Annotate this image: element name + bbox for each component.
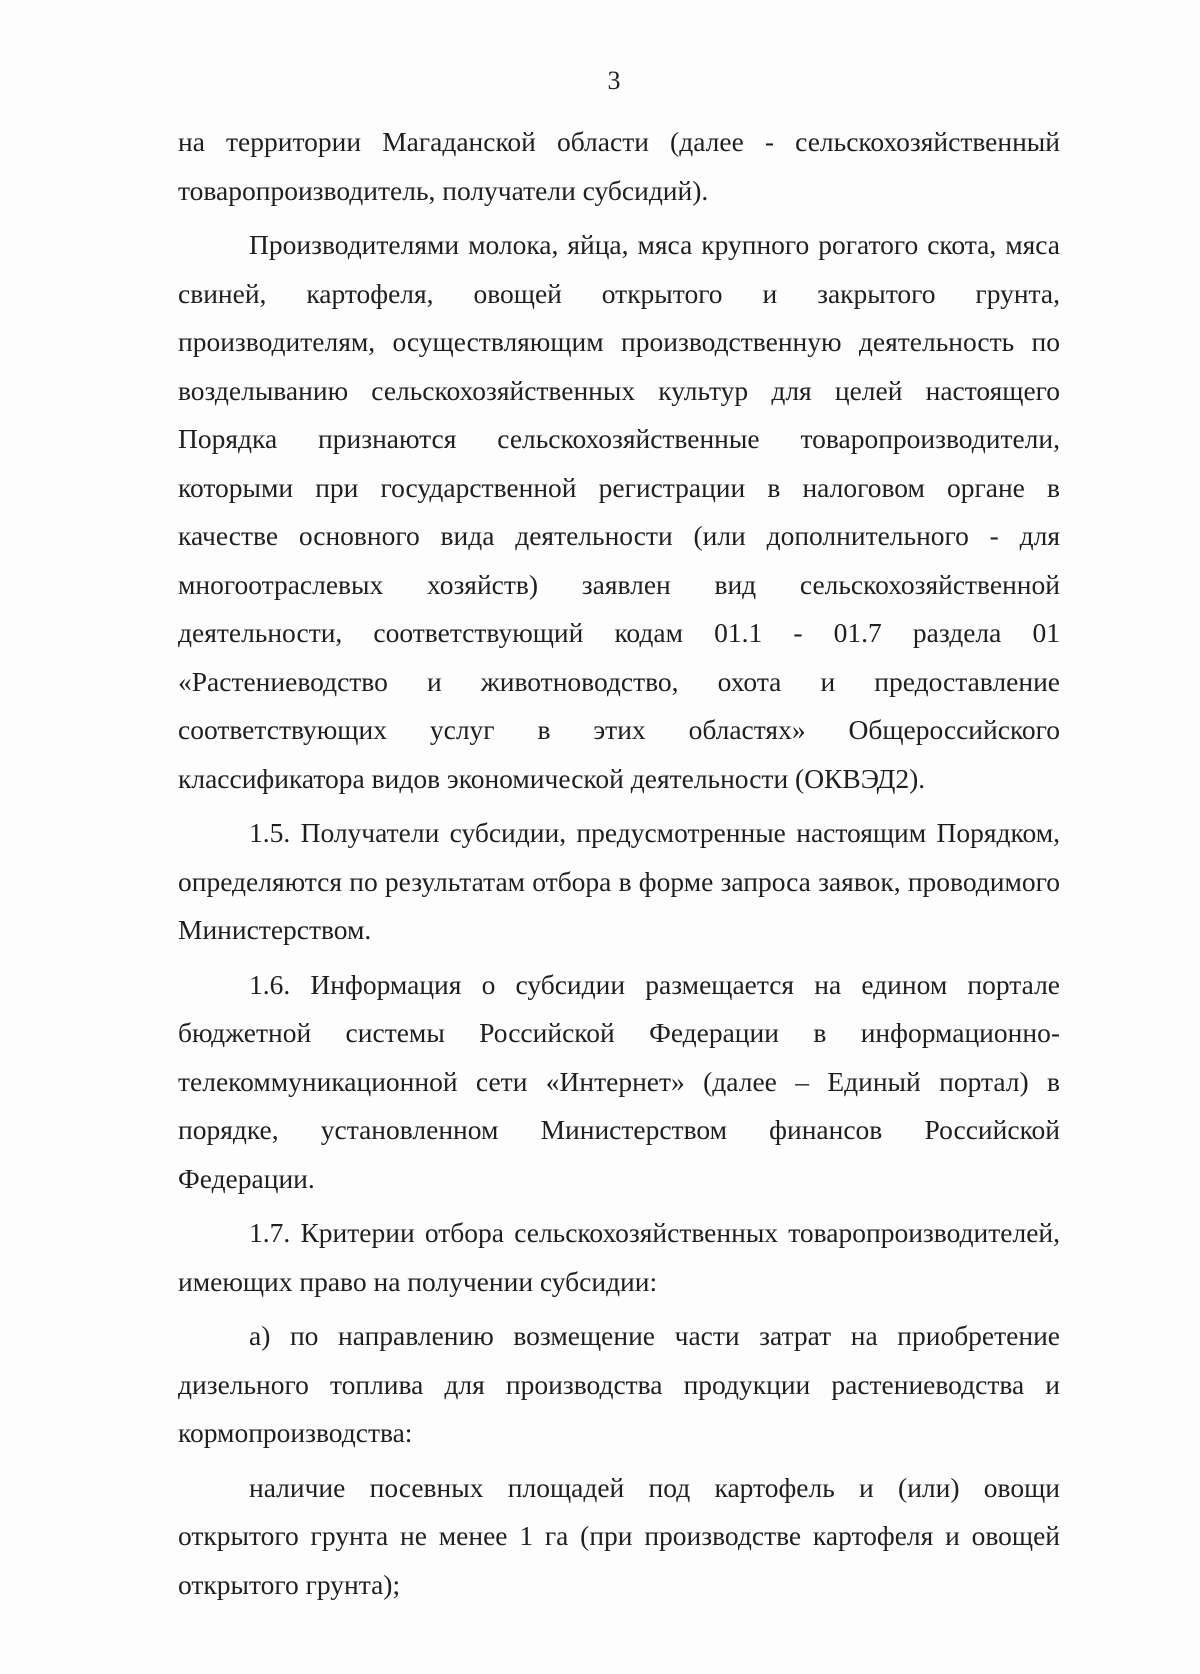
paragraph-1-7-criteria: 1.7. Критерии отбора сельскохозяйственных товаропроизводителей, имеющих право на получении субсидии: <box>178 1217 1060 1297</box>
paragraph-1-6-information: 1.6. Информация о субсидии размещается на едином портале бюджетной системы Российской Федерации в информационно-телекоммуникационной сети «Интернет» (далее – Единый портал) в порядке, установленном Министерством финансов Российской Федерации. <box>178 968 1060 1194</box>
document-body <box>178 118 1060 1609</box>
paragraph-producers-definition: Производителями молока, яйца, мяса крупного рогатого скота, мяса свиней, картофеля, овощей открытого и закрытого грунта, производителям, осуществляющим производственную деятельность по возделыванию сельскохозяйственных культур для целей настоящего Порядка признаются сельскохозяйственные товаропроизводители, которыми при государственной регистрации в налоговом органе в качестве основного вида деятельности (или дополнительного - для многоотраслевых хозяйств) заявлен вид сельскохозяйственной деятельности, соответствующий кодам 01.1 - 01.7 раздела 01 «Растениеводство и животноводство, охота и предоставление соответствующих услуг в этих областях» Общероссийского классификатора видов экономической деятельности (ОКВЭД2). <box>178 229 1060 794</box>
paragraph-sown-areas: наличие посевных площадей под картофель и (или) овощи открытого грунта не менее 1 га (при производстве картофеля и овощей открытого грунта); <box>178 1471 1060 1600</box>
paragraph-1-5-recipients: 1.5. Получатели субсидии, предусмотренные настоящим Порядком, определяются по результатам отбора в форме запроса заявок, проводимого Министерством. <box>178 817 1060 945</box>
paragraph-territory: на территории Магаданской области (далее - сельскохозяйственный товаропроизводитель, получатели субсидий). <box>178 126 1060 206</box>
paragraph-criteria-a-diesel: а) по направлению возмещение части затрат на приобретение дизельного топлива для производства продукции растениеводства и кормопроизводства: <box>178 1320 1060 1448</box>
page-number: 3 <box>607 66 621 95</box>
